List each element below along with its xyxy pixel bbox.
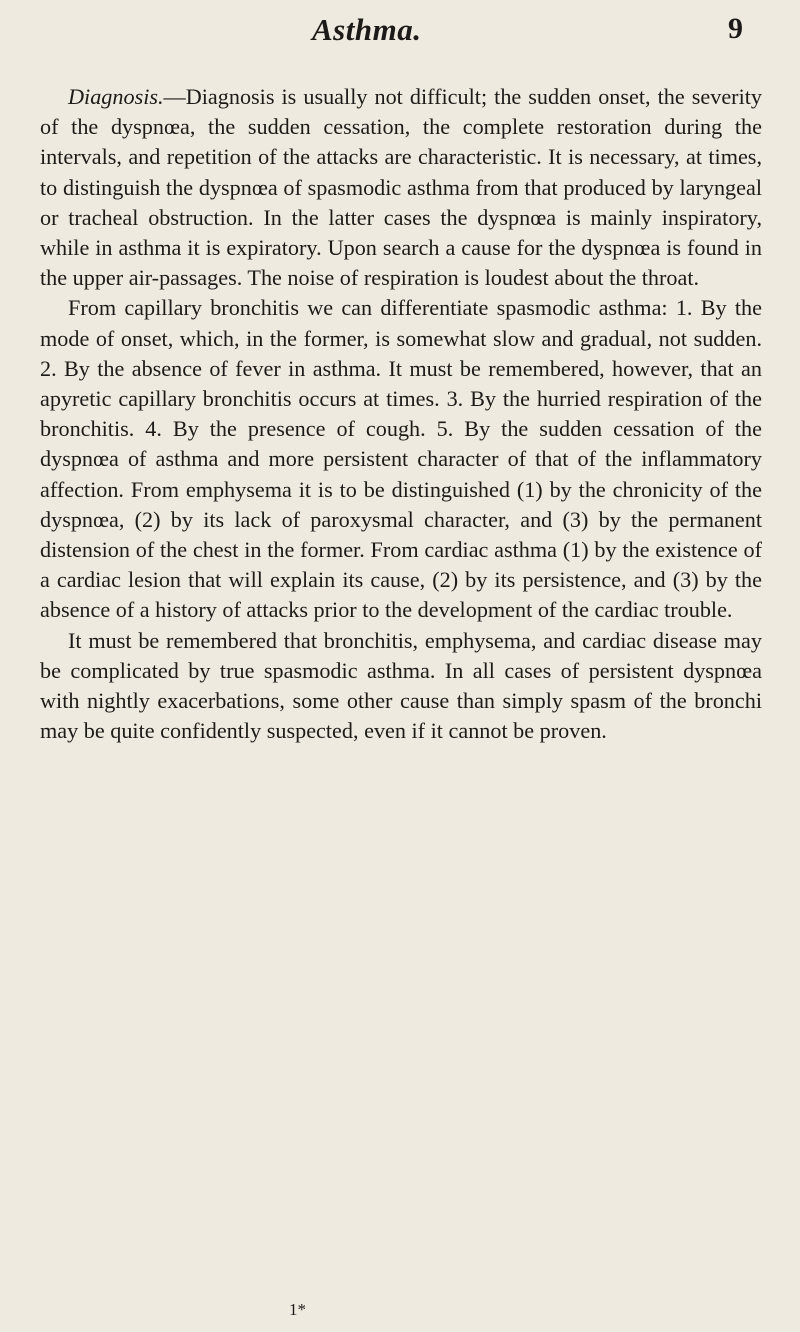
paragraph-text: —Diagnosis is usually not difficult; the sudden onset, the severity of the dyspnœa, the sudden cessation, the complete restoration during the intervals, and repetition of the attacks are characteristic. It is necessary, at times, to distinguish the dyspnœa of spasmodic asthma from that produced by laryngeal or tracheal obstruction. In the latter cases the dyspnœa is mainly inspiratory, while in asthma it is expiratory. Upon search a cause for the dyspnœa is found in the upper air-passages. The noise of respiration is loudest about the throat.: [40, 84, 762, 291]
paragraph-complications: It must be remembered that bronchitis, emphysema, and cardiac disease may be complicated by true spasmodic asthma. In all cases of persistent dyspnœa with nightly exacerbations, some other cause than simply spasm of the bronchi may be quite confidently suspected, even if it cannot be proven.: [40, 627, 762, 744]
running-title: Asthma.: [312, 12, 422, 47]
page-number: 9: [728, 12, 743, 45]
section-heading: Diagnosis.: [68, 84, 164, 109]
signature-mark: 1*: [289, 1300, 306, 1319]
paragraph-diagnosis: [40, 82, 762, 293]
body-text: [40, 82, 762, 746]
paragraph-capillary-bronchitis: From capillary bronchitis we can differentiate spasmodic asthma: 1. By the mode of onset, which, in the former, is somewhat slow and gradual, not sudden. 2. By the absence of fever in asthma. It must be remembered, however, that an apyretic capillary bronchitis occurs at times. 3. By the hurried respiration of the bronchitis. 4. By the presence of cough. 5. By the sudden cessation of the dyspnœa of asthma and more persistent character of that of the inflammatory affection. From emphysema it is to be distinguished (1) by the chronicity of the dyspnœa, (2) by its lack of paroxysmal character, and (3) by the permanent distension of the chest in the former. From cardiac asthma (1) by the existence of a cardiac lesion that will explain its cause, (2) by its persistence, and (3) by the absence of a history of attacks prior to the development of the cardiac trouble.: [40, 295, 762, 623]
running-head: [0, 10, 800, 50]
